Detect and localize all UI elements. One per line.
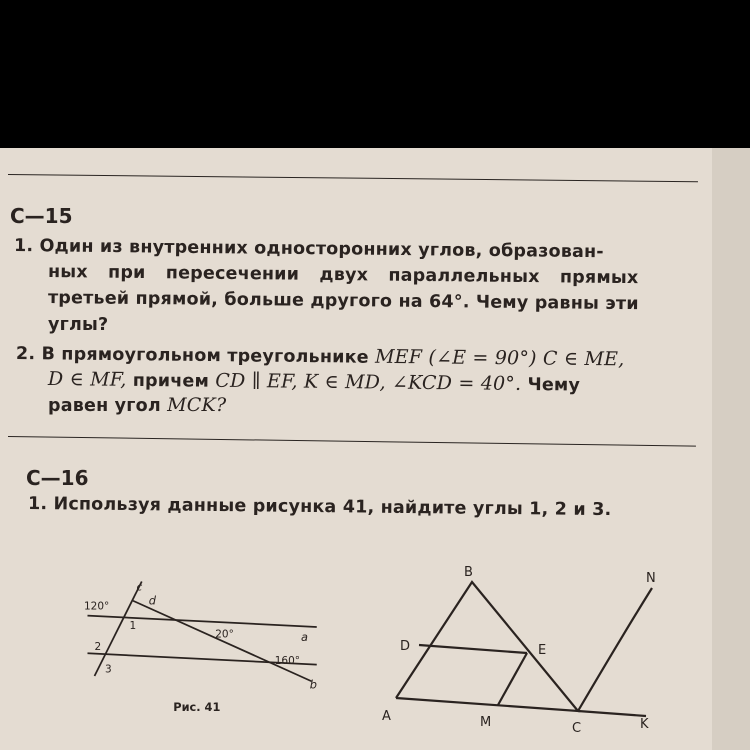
c15-problem1-line4: углы? [48, 315, 109, 335]
c15-problem2-text-2d: Чему [527, 375, 581, 396]
figure-41 [60, 578, 360, 718]
middle-divider [8, 436, 696, 447]
c15-problem2-formula-2a: D ∈ MF, [47, 368, 127, 391]
point-label-C: C [572, 721, 582, 736]
triangle-ABC [396, 582, 578, 711]
c15-problem2-number: 2. [15, 344, 36, 365]
c15-problem2-formula-1: MEF (∠E = 90°) C ∈ ME, [374, 345, 625, 371]
c15-problem2-formula-2c: CD ∥ EF, K ∈ MD, ∠KCD = 40°. [215, 369, 522, 395]
line-CK [578, 711, 646, 716]
c15-problem1-line2: ных при пересечении двух параллельных прямых [47, 262, 639, 289]
point-label-K: K [640, 717, 649, 732]
curve-CN [578, 588, 652, 711]
c15-problem2-text-3a: равен угол [48, 396, 161, 416]
label-angle-160: 160° [274, 654, 301, 667]
c15-problem2-line1 [16, 342, 625, 370]
label-angle-2: 2 [94, 640, 102, 653]
c15-problem2-formula-3b: MCK? [167, 394, 227, 416]
c15-problem1-text-1: Один из внутренних односторонних углов, образован- [39, 236, 604, 263]
label-angle-3: 3 [105, 663, 112, 676]
label-c: c [136, 581, 143, 594]
c15-problem2-line3 [48, 394, 226, 416]
c15-problem2-text-1a: В прямоугольном треугольнике [41, 344, 369, 368]
point-label-E: E [538, 643, 547, 658]
label-angle-120: 120° [84, 600, 110, 613]
c15-problem2-text-2b: причем [132, 370, 210, 392]
point-label-M: M [480, 715, 492, 730]
section-title-c15: С—15 [10, 204, 73, 228]
c15-problem1-line1 [14, 236, 604, 262]
figure-41-caption: Рис. 41 [173, 700, 221, 714]
c15-problem2-line2 [48, 368, 580, 396]
label-d: d [148, 593, 156, 608]
c15-problem1-line3: третьей прямой, больше другого на 64°. Чему равны эти [47, 288, 639, 315]
line-d [133, 601, 312, 682]
point-label-B: B [464, 565, 473, 580]
top-divider [8, 174, 698, 182]
c15-problem1-number: 1. [13, 236, 34, 257]
segment-EM [498, 653, 527, 705]
segment-DE [419, 645, 527, 653]
label-angle-20: 20° [215, 628, 234, 641]
point-label-N: N [646, 571, 656, 586]
point-label-D: D [400, 639, 411, 654]
figure-triangle [370, 560, 700, 750]
label-a: a [301, 630, 308, 644]
c16-problem1-line [28, 494, 612, 520]
section-title-c16: С—16 [26, 466, 89, 490]
label-b: b [309, 677, 317, 692]
point-label-A: A [382, 709, 391, 724]
label-angle-1: 1 [129, 619, 137, 632]
c16-problem1-number: 1. [27, 494, 48, 515]
c16-problem1-text: Используя данные рисунка 41, найдите углы 1, 2 и 3. [53, 494, 612, 521]
